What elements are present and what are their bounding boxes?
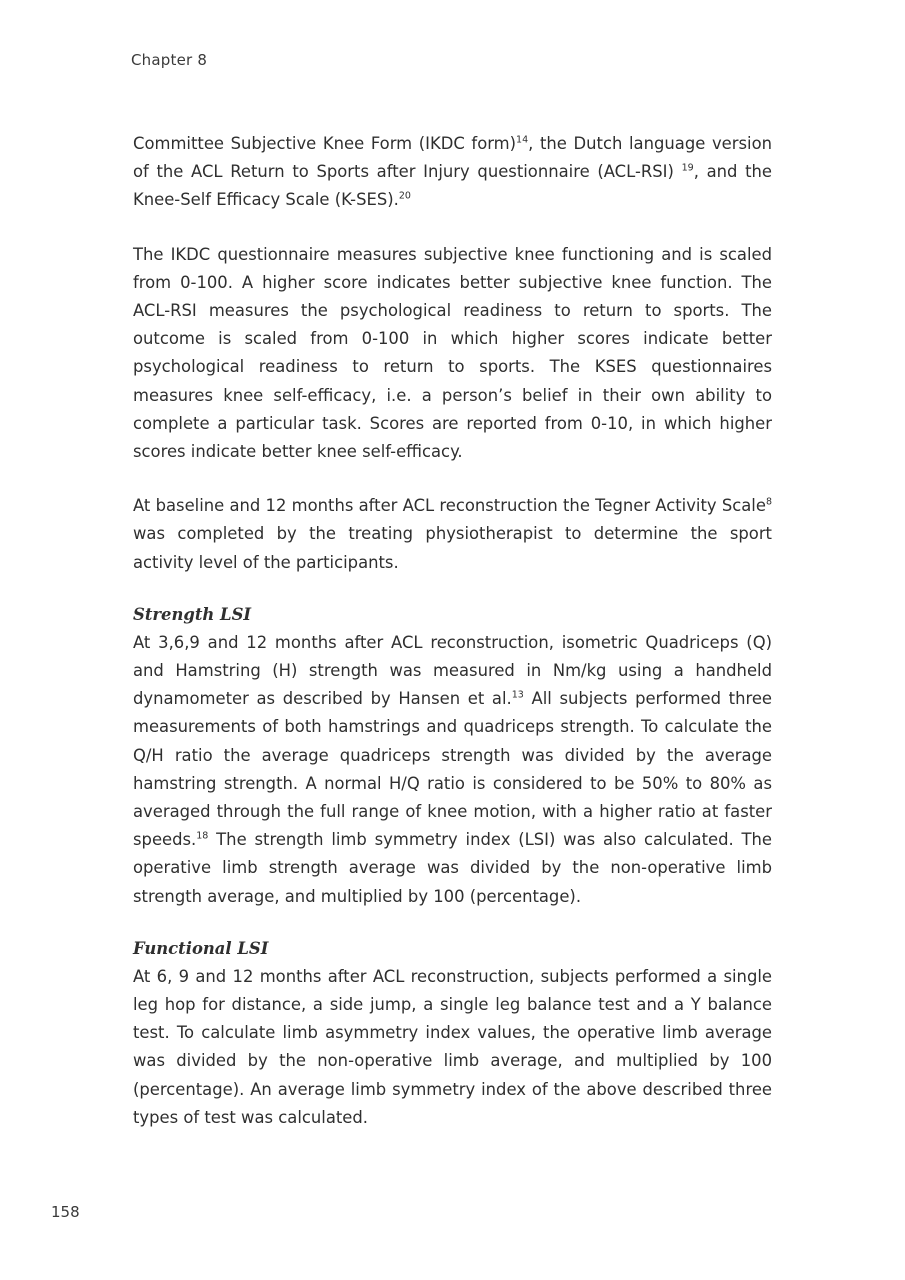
paragraph-ikdc — [133, 241, 772, 467]
citation-superscript: 20 — [398, 190, 411, 202]
text-run: , and the Knee-Self Efficacy Scale (K-SES). — [133, 162, 772, 210]
section-heading-functional-lsi: Functional LSI — [133, 938, 269, 958]
text-run: At 6, 9 and 12 months after ACL reconstruction, subjects performed a single leg hop for distance, a side jump, a single leg balance test and a Y balance test. To calculate limb asymmetry index values, the operative limb average was divided by the non-operative limb average, and multiplied by 100 (percentage). An average limb symmetry index of the above described three types of test was calculated. — [133, 966, 772, 1127]
paragraph-questionnaires — [133, 130, 772, 215]
page-number: 158 — [51, 1203, 80, 1221]
running-head: Chapter 8 — [131, 51, 208, 69]
text-run: Committee Subjective Knee Form (IKDC form) — [133, 134, 517, 153]
text-run: The strength limb symmetry index (LSI) was also calculated. The operative limb strength average was divided by the non-operative limb strength average, and multiplied by 100 (percentage). — [133, 830, 772, 906]
text-run: , the Dutch language version of the ACL Return to Sports after Injury questionnaire (ACL-RSI) — [133, 134, 772, 182]
citation-superscript: 19 — [681, 162, 694, 174]
text-run: All subjects performed three measurements of both hamstrings and quadriceps strength. To calculate the Q/H ratio the average quadriceps strength was divided by the average hamstring strength. A normal H/Q ratio is considered to be 50% to 80% as averaged through the full range of knee motion, with a higher ratio at faster speeds. — [133, 689, 773, 850]
paragraph-tegner — [133, 492, 772, 577]
section-heading-strength-lsi: Strength LSI — [133, 604, 252, 624]
text-run: At baseline and 12 months after ACL reconstruction the Tegner Activity Scale — [133, 496, 766, 516]
text-run: At 3,6,9 and 12 months after ACL reconstruction, isometric Quadriceps (Q) and Hamstring (H) strength was measured in Nm/kg using a handheld dynamometer as described by Hansen et al. — [133, 632, 772, 709]
text-run: The IKDC questionnaire measures subjective knee functioning and is scaled from 0-100. A higher score indicates better subjective knee function. The ACL-RSI measures the psychological readiness to return to sports. The outcome is scaled from 0-100 in which higher scores indicate better psychological readiness to return to sports. The KSES questionnaires measures knee self-efficacy, i.e. a person’s belief in their own ability to complete a particular task. Scores are reported from 0-10, in which higher scores indicate better knee self-efficacy. — [133, 244, 772, 462]
citation-superscript: 8 — [765, 496, 772, 508]
paragraph-functional-lsi — [133, 963, 772, 1132]
citation-superscript: 18 — [196, 830, 209, 842]
citation-superscript: 14 — [516, 134, 529, 146]
text-run: was completed by the treating physiotherapist to determine the sport activity level of the participants. — [133, 524, 772, 572]
paragraph-strength-lsi — [133, 629, 772, 911]
citation-superscript: 13 — [511, 689, 524, 701]
body-text — [133, 130, 772, 1132]
